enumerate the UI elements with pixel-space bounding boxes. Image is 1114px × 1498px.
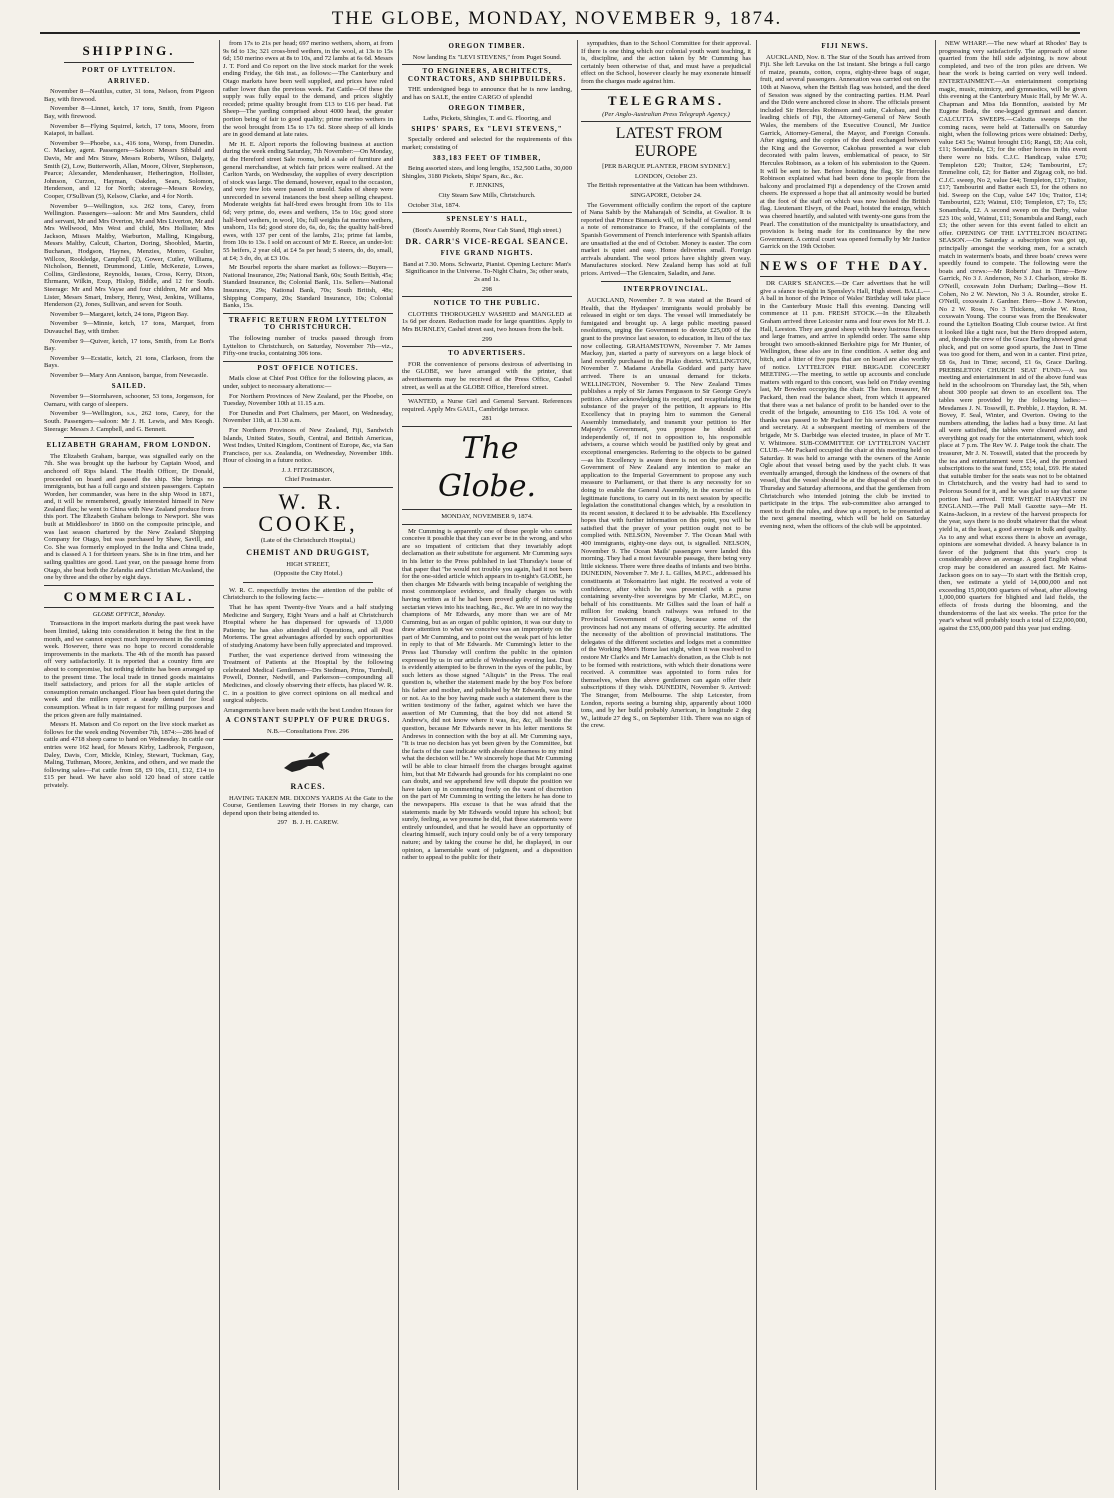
arrival-entry: November 9—Quiver, ketch, 17 tons, Smith, from Le Bon's Bay.	[44, 337, 214, 353]
dateline: LONDON, October 23.	[634, 172, 698, 180]
wanted-number: 281	[482, 415, 492, 423]
sailed-entry: November 9—Stormhaven, schooner, 53 tons, Jorgenson, for Oamaru, with cargo of sleepers.	[44, 393, 214, 408]
divider	[64, 62, 194, 63]
races-signature: 297 B. J. H. CAREW.	[277, 819, 339, 827]
elizabeth-graham-body: The Elizabeth Graham, barque, was signalled early on the 7th. She was brought up the harbour by Captain Wood, and anchored off Rips Island. The Health Officer, Dr Donald, proceeded on board and passed the ship. She brings no immigrants, but has a full cargo and sixteen passengers. Captain Worden, her commander, was here in the ship Wood in 1871, and, it will be remembered, greatly interested himself in New Zealand flax; he went to China with New Zealand produce from this port. The Elizabeth Graham belongs to Newport. She was built at Middlesboro' in 1860 on the composite principle, and was last season chartered by the New Zealand Shipping Company for Otago, but was purchased by Shaw, Savill, and Co. She was formerly employed in the India and China trade, and is classed A 1 for thirteen years. She is in fine trim, and her sailing qualities are good. Last year, on the passage home from Otago, she beat both the Zelandia and Christian McAusland, the one by three and the other by eight days.	[44, 452, 214, 582]
divider	[581, 89, 751, 90]
carr-number: 298	[482, 285, 492, 293]
globe-title: The Globe.	[437, 430, 537, 504]
globe-date: MONDAY, NOVEMBER 9, 1874.	[441, 512, 533, 520]
commercial-heading: COMMERCIAL.	[63, 588, 195, 604]
divider	[64, 437, 194, 438]
cooke-body: Arrangements have been made with the best London Houses for	[223, 706, 393, 714]
cooke-street: HIGH STREET,	[286, 560, 330, 568]
post-office-body: For Dunedin and Port Chalmers, per Maori, on Wednesday, November 11th, at 11.30 a.m.	[223, 409, 393, 425]
share-report: Mr Bourbel reports the share market as follows:—Buyers—National Insurance, 29s; National Bank, 60s; South British, 45s; Standard Insurance, 8s; Colonial Bank, 11s. Sellers—National Insurance, 29s; National Bank, 70s; South British, 48s; Shipping Company, 20s; Standard Insurance, 10s; Colonial Banks, 15s.	[223, 264, 393, 310]
post-office-signature: J. J. FITZGIBBON,	[281, 466, 335, 474]
masthead: THE GLOBE, MONDAY, NOVEMBER 9, 1874.	[331, 8, 783, 29]
arrival-entry: November 8—Linnet, ketch, 17 tons, Smith, from Pigeon Bay, with firewood.	[44, 105, 214, 120]
engineers-feet: 383,183 FEET OF TIMBER,	[432, 153, 542, 162]
column-rule	[398, 40, 399, 1490]
engineers-laths: Laths, Pickets, Shingles, T. and G. Flooring, and	[423, 115, 551, 123]
column-rule	[935, 40, 936, 1490]
divider	[243, 582, 373, 583]
column-3	[402, 40, 572, 1485]
post-office-body: For Northern Provinces of New Zealand, per the Phoebe, on Tuesday, November 10th at 11.15 a.m.	[223, 392, 393, 408]
local-news-body: NEW WHARF.—The new wharf at Rhodes' Bay is progressing very satisfactorily. The approach of stone quarried from the hill side adjoining, is now about completed, and two of the iron piles are driven. We hear the work is being carried on very well indeed. ENTERTAINMENT.—An entertainment comprising magic, music, mimicry, and gymnastics, will be given this evening at the Canterbury Music Hall, by Mr W. A. Chapman and Miss Ida Bonnifon, assisted by Mr Eugene Beda, the one-legged gymnast and dancer. CALCUTTA SWEEPS.—Calcutta sweeps on the coming races, were held at Tattersall's on Saturday night, when the following prices were obtained: Derby, value £43 5s; Wainui brought £16; Rangi, £8; Ata colt, £11; Sonambula, £3; for the other horses in this event there were no bids. C.J.C. Handicap, value £70; Templeton £20; Traitor, £24; Tambourini, £7; Emmeline colt, £2; for Batter and Zigzag colt, no bid. C.J.C. sweep, No 2, value £44; Templeton, £17; Traitor, £17; Tambourini and Batter each £3, for the others no bid. Sweep on the Cup, value £47 10s; Traitor, £14; Tambourini, £23; Wainui, £10; Templeton, £7; To, £5; Sonambula, £2. A second sweep on the Derby, value £23 10s; sold, Wainui, £11; Sonambula and Rangi, each £3; the other seven for this event failed to elicit an offer. OPENING OF THE LYTTELTON BOATING SEASON.—On Saturday a subscription was got up, principally amongst the working men, for a scratch match in watermen's boats, and three boats' crews were speedily found to compete. The following were the boats and crews:—Mr Roberts' Just in Time—Bow Garrick, No 3 J. Anderson, No 3 J. Charlson, stroke B. O'Neill, coxswain John Durham; Darling—Bow H. Cohen, No 2 W. Newton, No 3 A. Rounder, stroke E. O'Neill, coxswain J. Gardner. Hero—Bow J. Newton, No 2 W. Ross, No 3 Thickens, stroke W. Ross, coxswain Young. The course was from the Breakwater round the Lyttelton Boating Club course twice. At first it looked like a tight race, but the Hero dropped astern, and, though the crew of the Grace Darling showed great pluck, and put on some good spurts, the Just in Time was too good for them, and won in a canter. First prize, £8 6s, Just in Time; second, £1 6s, Grace Darling. PREBBLETON CHURCH SEAT FUND.—A tea meeting and entertainment in aid of the above fund was held in the schoolroom on Thursday last, the 5th, when about 300 people sat down to an excellent tea. The tables were provided by the following ladies:—Mesdames J. N. Tosswill, E. Prebble, J. Haydon, R. M. Bovey, F. Seal, Winter, and Overton. Owing to the numbers attending, the ladies had a busy time. At last all were satisfied, the tables were cleared away, and everything got ready for the entertainment, which took place at 7 p.m. The Rev W. J. Paige took the chair. The treasurer, Mr J. N. Tosswill, stated that the proceeds by the tea and entertainment were £14, and the promised subscriptions to the seat fund, £55; total, £69. He stated that suitable timber for the seats was not to be obtained in Christchurch, and the vestry had had to send to Pelorous Sound for it, and he was glad to say that some portion had arrived. THE WHEAT HARVEST IN ENGLAND.—The Pall Mall Gazette says—Mr H. Kains-Jackson, in a review of the harvest prospects for the year, says there is no doubt whatever that the wheat yield is, at the least, a good average in bulk and quality. As to any and what excess there is above an average, opinions are somewhat divided. A heavy balance is in favor of the judgment that this year's crop is considerably above an average. A good English wheat crop may be considered an assured fact. Mr Kains-Jackson goes on to say—To start with the British crop, then, we estimate a yield of 14,000,000 and not exceeding 15,000,000 quarters of wheat, after allowing 1,000,000 quarters for blighted and laid fields, the effects of frosts during the blooming, and the thunderstorms of the last six weeks. The price for the year's wheat will probably touch a total of £22,000,000, against the £35,000,000 paid this year just ending.	[939, 40, 1087, 632]
divider	[402, 346, 572, 347]
oregon-body: Now landing Ex "LEVI STEVENS," from Puget Sound.	[412, 53, 562, 61]
editorial-body: Mr Cumming is apparently one of those people who cannot conceive it possible that they can ever be in the wrong, and who are so impatient of criticism that they invariably adopt declamation as their substitute for argument. Mr Cumming says in his letter to the Press published in last Thursday's issue of that paper that "he would not trouble you again, had it not been for the one-sided article which appears in to-night's GLOBE, he then charges Mr Edwards with being incapable of weighing the most commonplace evidence, and finally charges us with having written as if he had been proved guilty of introducing sectarian views into his teaching, &c., &c. We are in no way the champions of Mr Edwards, any more than we are of Mr Cumming, but as an organ of public opinion, it was our duty to draw attention to what we conceive was an impropriety on the part of Mr Cumming, and to point out the weak part of his letter in reply to that of Mr Edwards. Mr Cumming's letter to the Press last Thursday will confirm the public in the opinion expressed by us in our article of Wednesday evening last. Dust is evidently attempted to be thrown in the eyes of the public, by such letters as those signed "Aliquis" in the Press. The real question is, whether the statement made by the boy Fox before his father and mother, and published by Mr Edwards, was true or not. As to the boy having made such a statement there is the written testimony of the father, against which we have the assertion of Mr Cumming, that the boy did not attend St Andrew's, did not know where it was, &c, &c, all beside the question, because Mr Edwards never in his letter mentions St Andrews in connection with the boy at all. Mr Cumming says, "It is true no decision has yet been given by the Committee, but the facts of the case indicate with absolute clearness to my mind what the decision will be." We sincerely hope that Mr Cumming will be able to clear himself from the charges brought against him, but that Mr Edwards had grounds for his complaint no one can doubt, and we apprehend few will dispute the position we have taken up in commenting freely on the want of discretion on the part of Mr Cumming in writing the letters he has done to the newspapers. His excuse is that he was afraid that the statements made by Mr Edwards would injure his school; but surely, feeling, as we presume he did, that these statements were entirely unfounded, and that he would have an opportunity of clearing himself, such injury could only be of a very temporary nature; and by taking the course he did, he displayed, in our opinion, a lamentable want of judgment, and a disposition rather to appeal to the public for their	[402, 527, 572, 862]
arrival-entry: November 8—Flying Squirrel, ketch, 17 tons, Moore, from Kaiapoi, in ballast.	[44, 122, 214, 138]
elizabeth-graham-heading: ELIZABETH GRAHAM, FROM LONDON.	[46, 441, 212, 450]
dateline: SINGAPORE, October 24.	[630, 191, 702, 199]
shipping-heading: SHIPPING.	[82, 43, 176, 58]
wanted-body: WANTED, a Nurse Girl and General Servant. References required. Apply Mrs GAUL, Cambridge terrace.	[402, 398, 572, 413]
divider	[760, 254, 930, 255]
telegrams-heading: TELEGRAMS.	[607, 92, 725, 108]
sailed-heading: SAILED.	[111, 381, 147, 390]
cooke-body: W. R. C. respectfully invites the attention of the public of Christchurch to the following facts:—	[223, 586, 393, 602]
spensley-sub: (Boot's Assembly Rooms, Near Cab Stand, High street.)	[412, 226, 562, 234]
advertisers-heading: TO ADVERTISERS.	[448, 349, 526, 358]
column-4	[581, 40, 751, 1485]
engineers-body: Being assorted sizes, and long lengths, 152,500 Laths, 30,000 Shingles, 3180 Pickets, Ships' Spars, &c., &c.	[402, 165, 572, 180]
wool-report: from 17s to 21s per head; 697 merino wethers, shorn, at from 9s 6d to 13s; 321 cross-bred wethers, in the wool, at 13s to 15s 6d; 150 merino ewes at 8s to 10s, and 72 lambs at 6s 6d. Messrs J. T. Ford and Co report on the live stock market for the week ending Friday, the 6th inst., as follows:—The Canterbury and Otago markets have been well supplied, and prices have ruled rather lower than the previous week. Fat Cattle—Of these the supply was fully equal to the demand, and prices slightly receded; prime quality brought from £13 to £16 per head. Fat Sheep—The yarding comprised about 4000 head, the greater portion being of fair to good quality; prime merino wethers in the wool brought from 15s to 17s 6d. Store sheep of all kinds are in good demand at late rates.	[223, 40, 393, 139]
divider	[402, 394, 572, 395]
spensley-heading: SPENSLEY'S HALL,	[446, 215, 528, 224]
engineers-timber: OREGON TIMBER,	[448, 103, 526, 112]
fiji-body: AUCKLAND, Nov. 8. The Star of the South has arrived from Fiji. She left Levuka on the 1st instant. She brings a full cargo of maize, peanuts, cotton, copra, eighty-three bags of sugar, fruit, and several passengers. Annexation was carried out on the 10th at Nasova, when the British flag was hoisted, and the deed of Session was signed by the contracting parties. H.M. Pearl and the Dido were anchored close in shore. The officials present included Sir Hercules Robinson and suite, Cakobau, and the leading chiefs of Fiji, the Attorney-General of New South Wales, the members of the Executive Council, Mr Justice Garrick, Attorney-General, the Mayor, and Foreign Consuls. After signing, and the copies of the deed exchanged between the King and the Governor, Cakobau presented a war club decorated with palm leaves, emblematical of peace, to Sir Hercules Robinson, as a token of his submission to the Queen. It will be sent to her. Before hoisting the flag, Sir Hercules Robinson explained what had been done to people from the balcony and proclaimed Fiji a dependency of the Crown amid cheers. He expressed a hope that all animosity would be buried at the foot of the staff on which was now hoisted the British flag. Lieutenant Elwyn, of the Pearl, hoisted the ensign, which was cheered heartily, and saluted with twenty-one guns from the Pearl. The constitution of the municipality is unsatisfactory, and provision is being made for its continuance by the new Government. A central court was opened formally by Mr Justice Garrick on the 19th October.	[760, 53, 930, 251]
divider	[402, 296, 572, 297]
cooke-body: That he has spent Twenty-five Years and a half studying Medicine and Surgery, Eight Years and a half at Christchurch Hospital where he has dispensed for upwards of 13,000 Patients; he has also attended all Operations, and all Post Mortems. The great advantages afforded by such opportunities of studying Anatomy have been fully appreciated and improved.	[223, 604, 393, 649]
post-office-body: For Northern Provinces of New Zealand, Fiji, Sandwich Islands, United States, South, Central, and British Americas, West Indies, United Kingdom, Continent of Europe, &c, via San Francisco, per s.s. Zealandia, on Wednesday, November 18th. Hour of closing in a future notice.	[223, 426, 393, 465]
divider	[760, 276, 930, 277]
divider	[402, 524, 572, 525]
latest-heading: LATEST FROM EUROPE	[615, 125, 723, 161]
column-1	[44, 40, 214, 1485]
alport-report: Mr H. E. Alport reports the following business at auction during the week ending Saturday, 7th November:—On Monday, at the Hereford street Sale rooms, held a sale of furniture and general merchandise, at which fair prices were realised. At the Carlton Yards, on Wednesday, the supplies of every description of stock was large. The demand, however, equal to the occasion, and very few lots were passed in unsold. Sales of sheep were unrecorded in several instances the best sheep selling cheapest. Moderate weights fat half-bred ewes brought from 10s to 11s 6d; very prime, do, ewes and wethers, 15s to 16s; good store half-bred wethers, in wool, 10s; full weights fat merino wethers, unshorn, 11s 6d; good store do, 6s, do, 6s; the quality half-bred ewes, with 137 per cent of the lambs, 21s; prime fat lambs, from 10s to 13s. I sold on account of Mr E. Reece, an under-lot: 55 heifers, 2 year old, at £4 5s per head; 5 steers, do, do, small, at £4; 3 do, do, at £3 10s.	[223, 140, 393, 262]
divider	[223, 487, 393, 488]
cooke-body: Further, the vast experience derived from witnessing the Treatment of Patients at the Hospital by the following celebrated Medical Gentlemen—Drs Stedman, Prins, Turnbull, Powell, Donner, Nedwill, and Parkerson—compounding all Medicines, and closely observing their effects, has placed W. R. C. in a position to give correct opinions on all medical and surgical subjects.	[223, 651, 393, 705]
divider	[223, 739, 393, 740]
divider	[402, 509, 572, 510]
divider	[402, 212, 572, 213]
post-office-heading: POST OFFICE NOTICES.	[257, 363, 359, 372]
arrival-entry: November 9—Ecstatic, ketch, 21 tons, Clarkson, from the Bays.	[44, 354, 214, 370]
cooke-supply: A CONSTANT SUPPLY OF PURE DRUGS.	[225, 716, 391, 725]
divider	[223, 313, 393, 314]
column-6	[939, 40, 1087, 1485]
traffic-heading: TRAFFIC RETURN FROM LYTTELTON TO CHRISTCHURCH.	[228, 315, 388, 332]
divider	[402, 64, 572, 65]
port-heading: PORT OF LYTTELTON.	[82, 66, 176, 74]
engineers-body: THE undersigned begs to announce that he is now landing, and has on SALE, the entire CARGO of splendid	[402, 86, 572, 101]
column-2	[223, 40, 393, 1485]
latest-sub: [PER BARQUE PLANTER, FROM SYDNEY.]	[602, 163, 730, 171]
globe-office-line: GLOBE OFFICE, Monday.	[92, 610, 166, 618]
engineers-signature: F. JENKINS,	[469, 182, 505, 190]
arrival-entry: November 9—Margaret, ketch, 24 tons, Pigeon Bay.	[50, 310, 189, 318]
arrival-entry: November 9—Mary Ann Annison, barque, from Newcastle.	[50, 371, 209, 379]
cooke-consultations: N.B.—Consultations Free. 296	[267, 727, 349, 735]
cooke-location: (Opposite the City Hotel.)	[273, 570, 343, 578]
arrival-entry: November 9—Minnie, ketch, 17 tons, Marquet, from Duvauchel Bay, with timber.	[44, 320, 214, 335]
engineers-heading: TO ENGINEERS, ARCHITECTS, CONTRACTORS, AND SHIPBUILDERS.	[407, 67, 567, 83]
fiji-heading: FIJI NEWS.	[821, 42, 869, 50]
carr-sub: FIVE GRAND NIGHTS.	[440, 249, 534, 258]
masthead-rule	[40, 32, 1080, 34]
engineers-mill: City Steam Saw Mills, Christchurch.	[438, 191, 536, 199]
divider	[581, 121, 751, 122]
divider	[44, 607, 214, 608]
interprovincial-heading: INTERPROVINCIAL.	[623, 285, 709, 294]
carr-heading: DR. CARR'S VICE-REGAL SEANCE.	[405, 237, 569, 247]
matson-report: Messrs H. Matson and Co report on the live stock market as follows for the week ending November 7th, 1874:—286 head of cattle and 4718 sheep came to hand on Wednesday. In cattle our entries were 162 head, for Messrs Kirby, Ladbrook, Ferguson, Daley, Davis, Corr, Mickle, Kinley, Stewart, Tuckman, Gay, Maling, Tuthman, Moore, Jenkins, and others, and we made the following sales—Fat cattle from £8, £9 10s, £11, £12, £14 to £15 per head. We have also sold 120 head of store cattle privately.	[44, 721, 214, 789]
cooke-line: (Late of the Christchurch Hospital,)	[260, 537, 356, 545]
notice-heading: NOTICE TO THE PUBLIC.	[433, 299, 541, 308]
telegram-body: The British representative at the Vatican has been withdrawn.	[587, 182, 749, 190]
arrival-entry: November 8—Nautilus, cutter, 31 tons, Nelson, from Pigeon Bay, with firewood.	[44, 88, 214, 103]
editorial-continued: sympathies, than to the School Committee for their approval. If there is one thing which our colonial youth want teaching, it is, discipline, and the action taken by Mr Cumming has certainly been otherwise of that, and must have a prejudicial effect on the School, however clearly he may exonerate himself from the charges made against him.	[581, 40, 751, 85]
notice-body: CLOTHES THOROUGHLY WASHED and MANGLED at 1s 6d per dozen. Reduction made for large quantities. Apply to Mrs BURNLEY, Cashel street east, two houses from the belt.	[402, 310, 572, 334]
post-office-body: Mails close at Chief Post Office for the following places, as under, subject to necessary alterations:—	[223, 375, 393, 390]
cooke-trade: CHEMIST AND DRUGGIST,	[246, 547, 370, 557]
oregon-heading: OREGON TIMBER.	[448, 42, 526, 50]
arrival-entry: November 9—Phoebe, s.s., 416 tons, Worsp, from Dunedin. C. Mackay, agent. Passengers—Saloon: Messrs Sibbald and Davis, Mr and Mrs Straw, Messrs Roberts, Wilson, Dalgety, Smith (2), Low, Butterworth, Allan, Moore, Oliver, Stephenson, Pearce; Alexander, Mendenhauser, Hetherington, Hollister, Johnson, Curzon, Hayman, Oakden, Sears, Solomon, Henderson, and 12 for North; steerage—Messrs Rowley, Cooper, O'Sullivan (5), Kelsow, Clarke, and 4 for North.	[44, 139, 214, 200]
advertisers-body: FOR the convenience of persons desirous of advertising in the GLOBE, we have arranged with the printer, that advertisements may be received at the Press Office, Cashel street, as well as at the GLOBE Office, Hereford street.	[402, 360, 572, 391]
engineers-body: Specially ordered and selected for the requirements of this market; consisting of	[402, 136, 572, 151]
column-rule	[756, 40, 757, 1490]
traffic-body: The following number of trucks passed through from Lyttelton to Christchurch, on Saturday, November 7th—viz., Fifty-one trucks, containing 306 tons.	[223, 334, 393, 358]
divider	[402, 426, 572, 427]
arrived-heading: ARRIVED.	[107, 76, 151, 85]
divider	[223, 361, 393, 362]
engineers-spars: SHIPS' SPARS, Ex "LEVI STEVENS,"	[411, 124, 563, 133]
telegrams-sub: (Per Anglo-Australian Press Telegraph Agency.)	[602, 110, 730, 118]
divider	[601, 281, 731, 282]
notice-number: 299	[482, 335, 492, 343]
interprovincial-body: AUCKLAND, November 7. It was stated at the Board of Health, that the Hydaspes' immigrants would probably be released in eight or ten days. The vessel will immediately be fumigated and brought up. A large public meeting passed resolutions, urging the Government to devote £25,000 of the grant to the province last session, to education, in lieu of the tax now collecting. GRAHAMSTOWN, November 7. Mr James Mackay, jun, started a party of surveyors on a large block of land recently purchased in the Piako district. WELLINGTON, November 7. Madame Arabella Goddard and party have arrived. There is an unusual demand for tickets. WELLINGTON, November 9. The New Zealand Times publishes a reply of Sir James Fergusson to Sir George Grey's petition. After acknowledging its receipt, and recapitulating the substance of the prayer of the petition, It appears to His Excellency that in praying him to summon the General Assembly immediately, and transmit your petition to Her Majesty's Government, you propose he should act independently of, if not in opposition to, his responsible advisers, a course which would be justified only by great and exceptional emergencies. Referring to the objects to be gained—as his Excellency is aware there is not on the part of the Government of New Zealand any intention to make an application to the Imperial Government to propose any such measure to Parliament, or that there is any necessity for so doing to enable the General Assembly, in the exercise of its legitimate functions, to carry out in its next session by specific legislation the constitutional changes which, by a resolution in its recent session, it declared it to be advisable. His Excellency hopes that with further information on this point, you will be satisfied that the prayer of your petition ought not to be complied with. NELSON, November 7. The Ocean Mail with 400 immigrants, eighty-one days out, is signalled. NELSON, November 9. The Ocean Mails' passengers were landed this morning. They had a most favourable passage, there being very little sickness. There were three deaths of infants and two births. DUNEDIN, November 7. Mr J. L. Gillies, M.P.C., addressed his constituents at Tokomairiro last night. He received a vote of confidence, after which he was presented with a purse containing seventy-five sovereigns by Mr Clarke, M.P.C., on behalf of his constituents. Mr Gillies said the loan of half a million for making branch railways was refused to the Provincial Government of Otago, because some of the provinces had not any means of offering security. He admitted the necessity of the abolition of provincial institutions. The delegates of the different societies and lodges met a committee of the Working Men's Home last night, when it was resolved to restore Mr Clark's and Mr Lamach's donation, as the Club is not to be formed with restrictions, with which their donations were received. A committee was appointed to form rules for themselves, when the above gentlemen can again offer their subscriptions if they wish. DUNEDIN, November 9. Arrived: The Stranger, from Melbourne. The ship Leicester, from London, reports seeing a burning ship, apparently about 1000 tons, and by her build probably American, in longitude 2 deg W., latitude 27 deg S., on September 11th. There was no sign of the crew.	[581, 297, 751, 730]
arrival-entry: November 9—Wellington, s.s. 262 tons, Carey, from Wellington. Passengers—saloon: Mr and Mrs Saunders, child and servant, Mr and Mrs Overton, Mr and Mrs Liverton, Mr and Mrs Wellwood, Mrs West and child, Mrs Hollister, Mrs Jackson, Misses Maltby, Warburton, Malling, Kingsburg, Messrs Maltby, Calcutt, Charton, Doring, Shoobled, Martin, Buchanan, Hodgson, Haynes, Menzies, Monro, Goulter, Willcox, Rookledge, Campbell (2), Gower, Cutler, Williams, Nicholson, Bennett, Drummond, Little, McKenzie, Lowes, Collins, Girdlestone, Reynolds, Issues, Cross, Kerry, Dixon, Ehrmann, Wilkin, Exup, Hislop, Biddle, and 12 for South. Steerage: Mr and Mrs Vayse and four children, Mr and Mrs Lister, Messrs Smart, Imbery, Henry, West, Jenkins, Williams, Henderson (2), Jones, Sullivan, and seven for South.	[44, 202, 214, 309]
news-of-day-heading: NEWS OF THE DAY.	[760, 258, 930, 274]
cooke-heading: W. R. COOKE,	[258, 489, 358, 537]
carr-body: Band at 7.30. Mons. Schwartz, Pianist. Opening Lecture: Man's Significance in the Universe. To-Night Chairs, 3s; other seats, 2s and 1s.	[402, 260, 572, 284]
sailed-entry: November 9—Wellington, s.s., 262 tons, Carey, for the South. Passengers—saloon: Mr J. H. Lewis, and Mrs Keogh. Steerage: Messrs J. Campbell, and G. Bennett.	[44, 410, 214, 433]
commercial-body: Transactions in the import markets during the past week have been limited, taking into consideration it being the first in the month, and we cannot expect much improvement in the coming week. However, there was no hope to record considerable improvements in the markets. The 4th of the month has passed off very satisfactorily. It is reported that a country firm are about to compromise, but nothing definite has been arranged up to the present time. The local trade in tinned goods maintains itself satisfactory, and prices for all the staple articles of consumption remain unchanged. Flour has been quiet during the week and the millers report a steady demand for local consumption. Wheat is in fair request for milling purposes and the prices given are fully maintained.	[44, 620, 214, 719]
races-body: HAVING TAKEN MR. DIXON'S YARDS At the Gate to the Course, Gentlemen Leaving their Horses in my charge, can depend upon their being attended to.	[223, 794, 393, 817]
column-rule	[577, 40, 578, 1490]
news-of-day-body: DR CARR'S SEANCES.—Dr Carr advertises that he will give a séance to-night in Spensley's Hall, High street. BALL.—A ball in honor of the Prince of Wales' Birthday will take place in the Canterbury Music Hall this evening. Dancing will commence at 11 p.m. FRESH STOCK.—In the Elizabeth Graham arrived three Leicester rams and four ewes for Mr H. J. Hall, Leeston. They are grand sheep with heavy lustrous fleeces and large frames, and arrive in splendid order. The same ship brought two smooth-skinned Berkshire pigs for Mr Hunter, of Wellington, these also are in fine condition. A setter dog and bitch, and a litter of five pups that are on board are also worthy of notice. LYTTELTON FIRE BRIGADE CONCERT MEETING.—The meeting, to settle up accounts and conclude matters with regard to this concert, was held on Friday evening last, Mr Bowden occupying the chair. The hon. treasurer, Mr Packard, then read the balance sheet, from which it appeared that there was a net balance of profit to be handed over to the credit of the brigade, amounting to £16 15s 10d. A vote of thanks was passed to Mr Packard for his services as treasurer and secretary. At a subsequent meeting of members of the brigade, Mr S. Darbidge was elected trustee, in place of Mr T. V. Whitmore. SUB-COMMITTEE OF LYTTELTON YACHT CLUB.—Mr Packard occupied the chair at this meeting held on Saturday. It was held to arrange with the owners of the Annie Ogle about that vessel being used by the yacht club. It was eventually arranged, through the kindness of the owners of that vessel, that the vessel should be at the disposal of the club on Thursday and Saturday afternoons, and that the gentlemen from Christchurch who intended joining the club be invited to participate in the trips. The sub-committee also arranged to meet to draft the rules, and draw up a report, to be presented at the next general meeting, which will be held on Saturday evening next, when the officers of the club will be appointed.	[760, 280, 930, 531]
column-rule	[219, 40, 220, 1490]
racehorse-icon	[278, 744, 338, 778]
telegram-body: The Government officially confirm the report of the capture of Nana Sahib by the Maharajah of Scindia, at Gwalior. It is reported that Prince Bismarck will, on behalf of Germany, send a note of remonstrance to France, if the complaints of the Spanish Government of French interference with Spanish affairs are unsatisfied at the end of October. Money is easier. The corn market is quiet and easy. Home deliveries small. Foreign arrivals abundant. The wool prices have slightly given way. Manufactures stocked. New Zealand hemp has sold at full prices. Arrived—The Glencairn, Saladin, and Jane.	[581, 201, 751, 277]
races-heading: RACES.	[290, 781, 326, 791]
post-office-title: Chief Postmaster.	[284, 476, 332, 484]
engineers-date: October 31st, 1874.	[408, 201, 461, 209]
column-5	[760, 40, 930, 1485]
divider	[44, 585, 214, 586]
